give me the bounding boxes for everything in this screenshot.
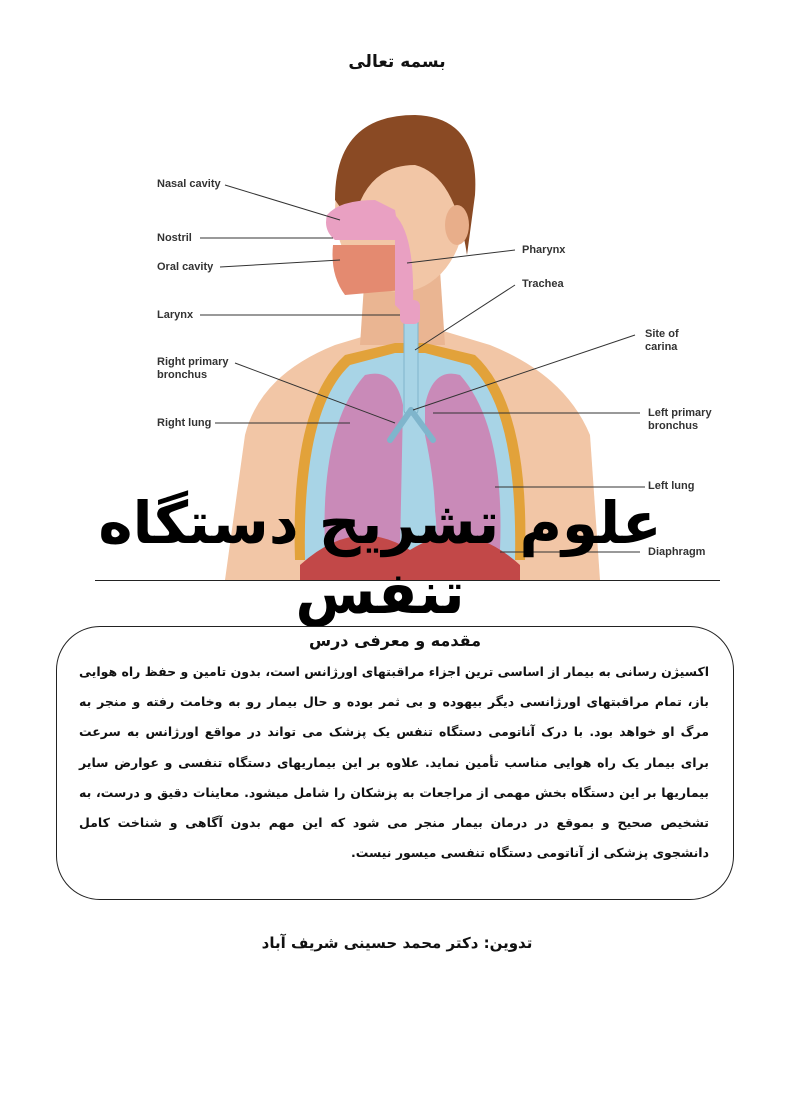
label-larynx: Larynx: [157, 309, 194, 321]
ear-shape: [445, 205, 469, 245]
label-trachea: Trachea: [522, 278, 564, 290]
label-left-primary-bronchus: Left primary bronchus: [648, 407, 712, 432]
intro-heading: مقدمه و معرفی درس: [309, 631, 481, 650]
page-header-bismillah: بسمه تعالی: [348, 52, 446, 72]
label-diaphragm: Diaphragm: [648, 546, 706, 558]
label-oral-cavity: Oral cavity: [157, 261, 214, 273]
oral-cavity-shape: [333, 245, 404, 295]
intro-body: اکسیژن رسانی به بیمار از اساسی ترین اجزاء مراقبتهای اورژانس است، بدون تامین و حفظ راه هوایی باز، تمام مراقبتهای اورژانسی دیگر بیهوده و بی ثمر بوده و حال بیمار رو به وخامت رفته و منجر به مرگ او خواهد بود. با درک آناتومی دستگاه تنفس یک پزشک می تواند در مواقع اورژانس به سرعت برای بیمار یک راه هوایی مناسب تأمین نماید. علاوه بر این بیماریهای دستگاه تنفسی و عوارض سایر بیماریها بر این دستگاه بخش مهمی از مراجعات به پزشکان را شامل میشود. معاینات دقیق و درست، به تشخیص صحیح و بموقع در درمان بیمار منجر می شود که این مهم بدون آگاهی و شناخت کامل دانشجوی پزشکی از آناتومی دستگاه تنفسی میسور نیست.: [79, 664, 709, 861]
label-nasal-cavity: Nasal cavity: [157, 178, 221, 190]
intro-box: [56, 626, 734, 900]
label-left-lung: Left lung: [648, 480, 695, 492]
label-right-lung: Right lung: [157, 417, 212, 429]
label-right-primary-bronchus: Right primary bronchus: [157, 356, 229, 381]
label-nostril: Nostril: [157, 232, 192, 244]
label-site-of-carina: Site of carina: [645, 328, 679, 353]
title-divider: [95, 580, 720, 581]
label-pharynx: Pharynx: [522, 244, 566, 256]
author-credit: تدوین: دکتر محمد حسینی شریف آباد: [261, 934, 533, 952]
larynx-shape: [400, 300, 420, 324]
page-title: علوم تشریح دستگاه تنفس: [98, 489, 662, 627]
